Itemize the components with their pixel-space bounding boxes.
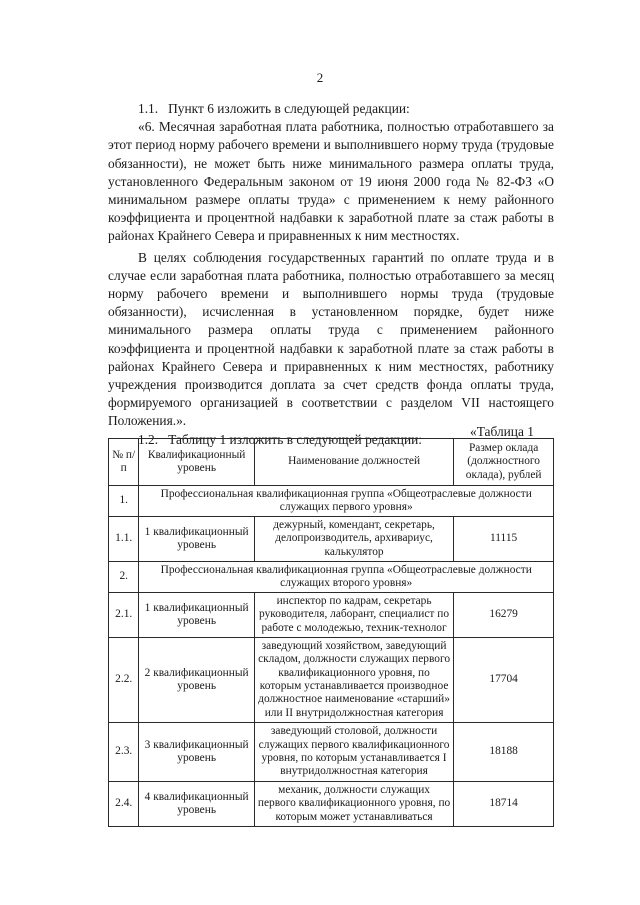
table-row [109, 593, 554, 638]
row-positions: заведующий столовой, должности служащих первого квалификационного уровня, по которым устанавливается I внутридолжностная категория [254, 723, 453, 782]
row-salary: 16279 [454, 593, 554, 638]
row-num: 2.2. [109, 638, 139, 723]
table-row [109, 638, 554, 723]
clause-1-2: 1.2. Таблицу 1 изложить в следующей редакции: [138, 431, 423, 447]
header-num: № п/п [109, 439, 139, 486]
row-num: 2.1. [109, 593, 139, 638]
table-row [109, 782, 554, 827]
header-salary: Размер оклада (должностного оклада), рублей [454, 439, 554, 486]
document-body [108, 100, 554, 449]
row-level: 3 квалификационный уровень [139, 723, 254, 782]
row-num: 2.3. [109, 723, 139, 782]
row-num: 2.4. [109, 782, 139, 827]
row-num: 1.1. [109, 517, 139, 562]
row-salary: 18188 [454, 723, 554, 782]
row-level: 2 квалификационный уровень [139, 638, 254, 723]
row-positions: инспектор по кадрам, секретарь руководителя, лаборант, специалист по работе с молодежью, техник-технолог [254, 593, 453, 638]
table-header-row [109, 439, 554, 486]
header-name: Наименование должностей [254, 439, 453, 486]
clause-1-1: 1.1. Пункт 6 изложить в следующей редакции: [138, 101, 410, 116]
clause-6-guarantees: В целях соблюдения государственных гарантий по оплате труда и в случае если заработная плата работника, полностью отработавшего за месяц норму рабочего времени и выполнившего нормы труда (трудовые обязанности), исчисленная в установленном порядке, будет ниже минимального размера оплаты труда с применением районного коэффициента и процентной надбавки к заработной плате за стаж работы в районах Крайнего Севера и приравненных к ним местностях, работнику учреждения производится доплата за счет средств фонда оплаты труда, формируемого организацией в соответствии с разделом VII настоящего Положения.». [108, 249, 554, 429]
table-row [109, 723, 554, 782]
group-row [109, 486, 554, 517]
row-salary: 17704 [454, 638, 554, 723]
group-title: Профессиональная квалификационная группа «Общеотраслевые должности служащих второго уровня» [139, 562, 554, 593]
row-level: 4 квалификационный уровень [139, 782, 254, 827]
row-level: 1 квалификационный уровень [139, 593, 254, 638]
row-salary: 18714 [454, 782, 554, 827]
group-num: 1. [109, 486, 139, 517]
row-level: 1 квалификационный уровень [139, 517, 254, 562]
row-positions: заведующий хозяйством, заведующий складом, должности служащих первого квалификационного уровня, по которым устанавливается производное должностное наименование «старший» или II внутридолжностная категория [254, 638, 453, 723]
table-caption: «Таблица 1 [470, 424, 534, 439]
group-num: 2. [109, 562, 139, 593]
group-row [109, 562, 554, 593]
salary-table [108, 438, 554, 827]
group-title: Профессиональная квалификационная группа «Общеотраслевые должности служащих первого уровня» [139, 486, 554, 517]
table-row [109, 517, 554, 562]
row-positions: механик, должности служащих первого квалификационного уровня, по которым может устанавливаться [254, 782, 453, 827]
header-level: Квалификационный уровень [139, 439, 254, 486]
clause-6-text: «6. Месячная заработная плата работника, полностью отработавшего за этот период норму рабочего времени и выполнившего норму труда (трудовые обязанности), не может быть ниже минимального размера оплаты труда, установленного Федеральным законом от 19 июня 2000 года № 82-ФЗ «О минимальном размере оплаты труда» с применением к нему районного коэффициента и процентной надбавки к заработной плате за стаж работы в районах Крайнего Севера и приравненных к ним местностях. [108, 119, 554, 244]
row-positions: дежурный, комендант, секретарь, делопроизводитель, архивариус, калькулятор [254, 517, 453, 562]
row-salary: 11115 [454, 517, 554, 562]
page-number: 2 [316, 70, 324, 85]
